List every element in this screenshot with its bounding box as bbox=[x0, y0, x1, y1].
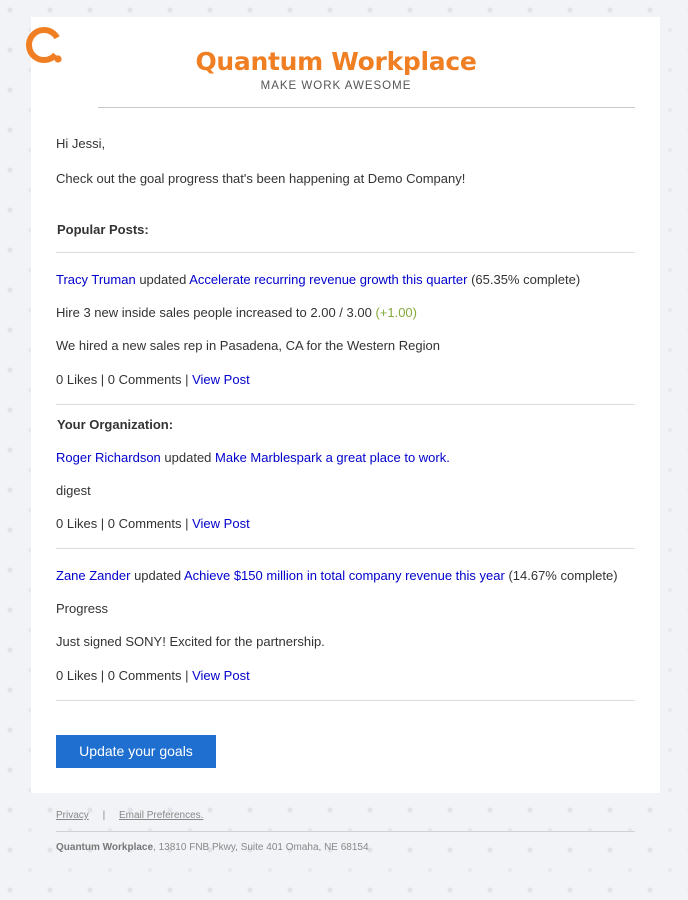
post-stats bbox=[56, 668, 250, 683]
view-post-link[interactable]: View Post bbox=[192, 516, 250, 531]
post-body: digest bbox=[56, 483, 91, 498]
org-post-update bbox=[56, 568, 618, 583]
your-organization-heading: Your Organization: bbox=[57, 417, 174, 432]
section-divider bbox=[56, 404, 635, 405]
update-goals-button[interactable]: Update your goals bbox=[56, 735, 216, 768]
likes-comments-count: 0 Likes | 0 Comments | bbox=[56, 668, 189, 683]
user-link-tracy-truman[interactable]: Tracy Truman bbox=[56, 272, 136, 287]
post-stats bbox=[56, 516, 250, 531]
section-divider bbox=[56, 252, 635, 253]
org-post-update bbox=[56, 450, 450, 465]
update-verb: updated bbox=[139, 272, 187, 287]
footer-address bbox=[56, 842, 369, 853]
user-link-roger-richardson[interactable]: Roger Richardson bbox=[56, 450, 161, 465]
section-divider bbox=[56, 700, 635, 701]
metric-update bbox=[56, 305, 417, 320]
footer-company-name: Quantum Workplace bbox=[56, 842, 154, 853]
goal-link-make-marblespark[interactable] bbox=[215, 450, 450, 465]
view-post-link[interactable]: View Post bbox=[192, 372, 250, 387]
goal-link-achieve-150-million[interactable]: Achieve $150 million in total company revenue this year bbox=[183, 568, 505, 583]
update-verb: updated bbox=[164, 450, 212, 465]
goal-title: Make Marblespark a great place to work bbox=[215, 450, 447, 465]
brand-tagline: MAKE WORK AWESOME bbox=[260, 80, 412, 92]
metric-delta: (+1.00) bbox=[375, 305, 417, 320]
popular-post-update bbox=[56, 272, 580, 287]
goal-progress: (14.67% complete) bbox=[508, 568, 618, 583]
section-divider bbox=[56, 548, 635, 549]
email-preferences-link[interactable]: Email Preferences. bbox=[118, 810, 204, 821]
footer-divider bbox=[56, 831, 635, 832]
update-verb: updated bbox=[134, 568, 182, 583]
likes-comments-count: 0 Likes | 0 Comments | bbox=[56, 516, 189, 531]
popular-posts-heading: Popular Posts: bbox=[57, 222, 149, 237]
post-body: We hired a new sales rep in Pasadena, CA for the Western Region bbox=[56, 338, 440, 353]
goal-link-accelerate-revenue[interactable]: Accelerate recurring revenue growth this quarter bbox=[189, 272, 468, 287]
privacy-link[interactable]: Privacy bbox=[56, 810, 89, 821]
post-stats bbox=[56, 372, 250, 387]
footer-separator: | bbox=[102, 810, 106, 821]
brand-title: Quantum Workplace bbox=[195, 47, 477, 76]
likes-comments-count: 0 Likes | 0 Comments | bbox=[56, 372, 189, 387]
view-post-link[interactable]: View Post bbox=[192, 668, 250, 683]
goal-suffix: . bbox=[446, 450, 450, 465]
greeting: Hi Jessi, bbox=[56, 136, 106, 151]
metric-text: Hire 3 new inside sales people increased to 2.00 / 3.00 bbox=[56, 305, 372, 320]
intro-text: Check out the goal progress that's been happening at Demo Company! bbox=[56, 171, 466, 186]
goal-progress: (65.35% complete) bbox=[471, 272, 581, 287]
user-link-zane-zander[interactable]: Zane Zander bbox=[56, 568, 131, 583]
post-label: Progress bbox=[56, 601, 109, 616]
header-divider bbox=[98, 107, 635, 108]
footer-address-text: , 13810 FNB Pkwy, Suite 401 Omaha, NE 68154 bbox=[153, 842, 369, 853]
footer-links bbox=[56, 810, 203, 821]
post-body: Just signed SONY! Excited for the partnership. bbox=[56, 634, 325, 649]
